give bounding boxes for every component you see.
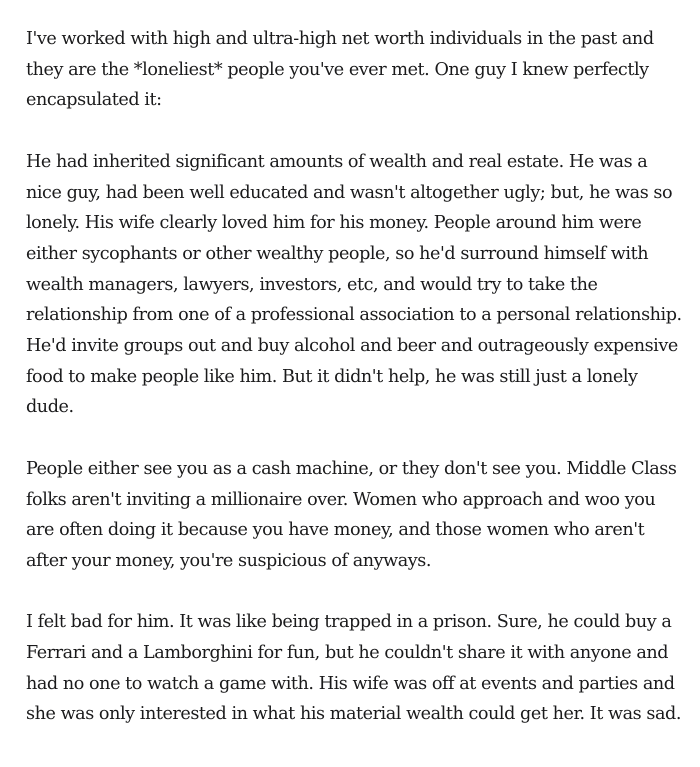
paragraph-conclusion: I felt bad for him. It was like being trapped in a prison. Sure, he could buy a Ferrari and a Lamborghini for fun, but he couldn't share it with anyone and had no one to watch a game with. His wife was off at events and parties and she was only interested in what his material wealth could get her. It was sad. (26, 612, 681, 725)
paragraph-perception: People either see you as a cash machine, or they don't see you. Middle Class folks aren't inviting a millionaire over. Women who approach and woo you are often doing it because you have money, and those women who aren't after your money, you're suspicious of anyways. (26, 458, 677, 571)
paragraph-inheritance: He had inherited significant amounts of wealth and real estate. He was a nice guy, had been well educated and wasn't altogether ugly; but, he was so lonely. His wife clearly loved him for his money. People around him were either sycophants or other wealthy people, so he'd surround himself with wealth managers, lawyers, investors, etc, and would try to take the relationship from one of a professional association to a personal relationship. He'd invite groups out and buy alcohol and beer and outrageously expensive food to make people like him. But it didn't help, he was still just a lonely dude. (26, 151, 682, 418)
paragraph-intro: I've worked with high and ultra-high net worth individuals in the past and they are the *loneliest* people you've ever met. One guy I knew perfectly encapsulated it: (26, 29, 654, 111)
